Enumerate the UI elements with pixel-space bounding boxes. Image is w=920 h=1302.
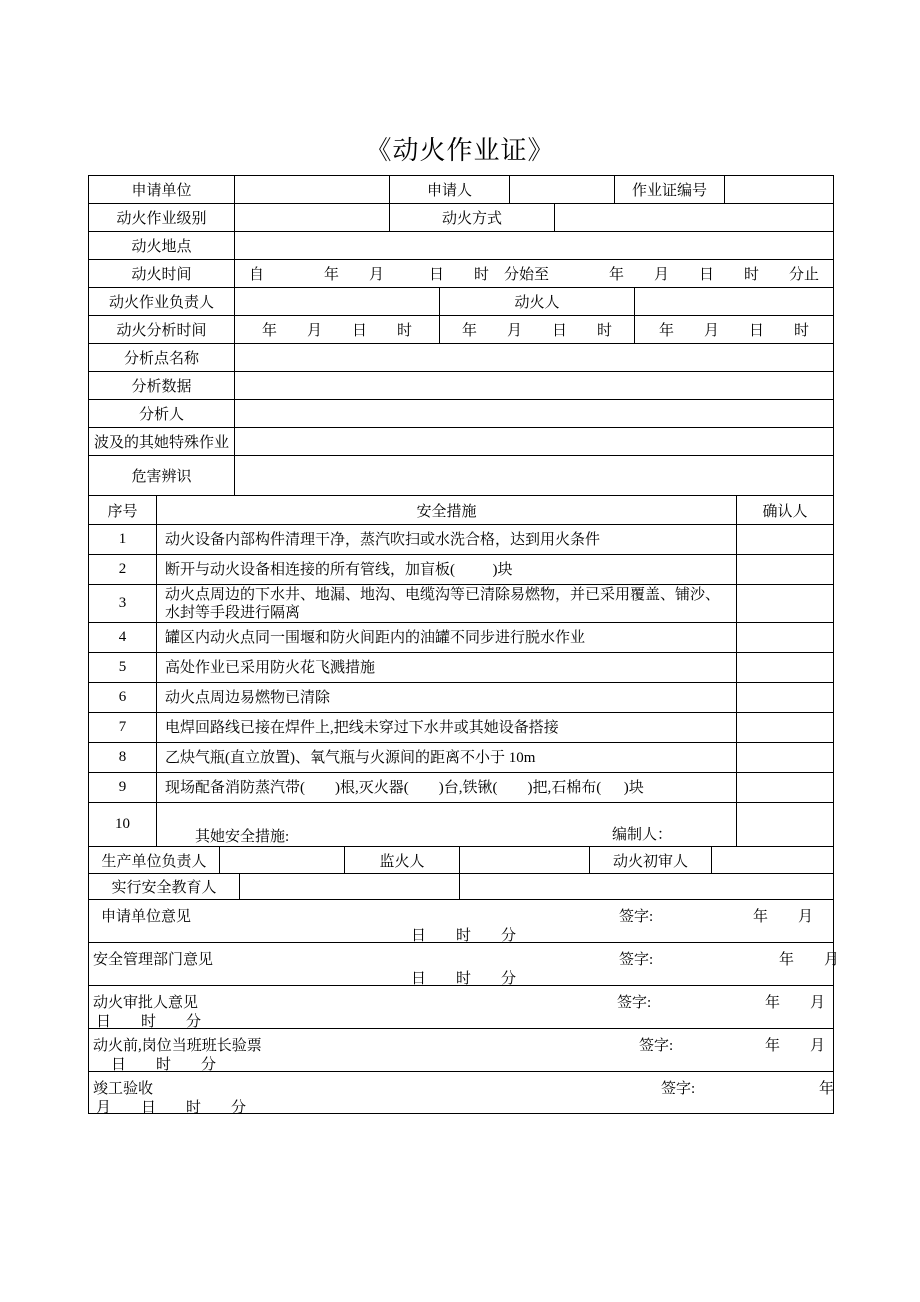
row-apply-unit: [89, 176, 833, 203]
sign-label: 签字:: [639, 1038, 674, 1054]
measure-no: 4: [118, 629, 127, 645]
opinion-label: 安全管理部门意见: [93, 952, 214, 968]
measure-confirm-cell: [736, 585, 833, 622]
measure-row-10: [89, 802, 833, 846]
apply-unit-value-cell: [234, 176, 389, 203]
measure-text: 断开与动火设备相连接的所有管线，加盲板( )块: [156, 555, 736, 584]
time-label: 动火时间: [131, 267, 192, 283]
leader-label: 动火作业负责人: [108, 295, 214, 311]
work-level-label: 动火作业级别: [116, 211, 207, 227]
measure-row-5: [89, 652, 833, 682]
measure-confirm-cell: [736, 773, 833, 802]
measure-text: 乙炔气瓶(直立放置)、氧气瓶与火源间的距离不小于 10m: [156, 743, 736, 772]
row-analyst: [89, 399, 833, 427]
measure-no: 3: [118, 595, 127, 611]
worker-label: 动火人: [439, 288, 634, 315]
opinion-row-shift-leader: [89, 1028, 833, 1071]
date-slots-line1: 年 月: [765, 995, 826, 1011]
page-title: 《动火作业证》: [365, 136, 555, 165]
row-analysis-point: [89, 343, 833, 371]
hazard-value-cell: [234, 456, 833, 495]
other-measures-label: 其她安全措施:: [195, 829, 290, 845]
measure-no: 7: [118, 719, 127, 735]
permit-no-value-cell: [724, 176, 833, 203]
measure-no: 9: [118, 779, 127, 795]
worker-value-cell: [634, 288, 833, 315]
measure-confirm-cell: [736, 525, 833, 554]
opinion-row-completion: [89, 1071, 835, 1116]
measure-text: 罐区内动火点同一围堰和防火间距内的油罐不同步进行脱水作业: [156, 623, 736, 652]
education-label: 实行安全教育人: [111, 880, 217, 896]
date-slots-line1: 年: [819, 1081, 835, 1097]
measure-text: 动火点周边易燃物已清除: [156, 683, 736, 712]
measure-confirm-cell: [736, 653, 833, 682]
permit-no-label: 作业证编号: [614, 176, 724, 203]
date-slots-line2: 日 时 分: [96, 1014, 202, 1030]
education-value-cell-1: [239, 874, 459, 899]
measures-measure-header: 安全措施: [156, 496, 736, 524]
row-work-level: [89, 203, 833, 231]
row-related-work: [89, 427, 833, 455]
method-label: 动火方式: [389, 204, 554, 231]
measure-row-6: [89, 682, 833, 712]
sign-label: 签字:: [619, 909, 654, 925]
measure-confirm-cell: [736, 683, 833, 712]
applicant-label: 申请人: [389, 176, 509, 203]
analysis-time-slot-3: 年 月 日 时: [634, 316, 833, 343]
opinion-label: 竣工验收: [93, 1081, 154, 1097]
education-value-cell-2: [459, 874, 833, 899]
date-slots-line2: 日 时 分: [411, 928, 517, 944]
analysis-data-label: 分析数据: [131, 379, 192, 395]
measure-text: [156, 803, 736, 846]
measure-confirm-cell: [736, 713, 833, 742]
analysis-time-slot-2: 年 月 日 时: [439, 316, 634, 343]
measure-row-2: [89, 554, 833, 584]
leader-value-cell: [234, 288, 439, 315]
sign-label: 签字:: [661, 1081, 696, 1097]
watcher-label: 监火人: [344, 847, 459, 873]
measure-confirm-cell: [736, 743, 833, 772]
date-slots-line1: 年 月: [779, 952, 840, 968]
measures-header-row: [89, 495, 833, 524]
apply-unit-label: 申请单位: [131, 183, 192, 199]
measure-no: 10: [115, 816, 130, 832]
opinion-label: 动火前,岗位当班班长验票: [93, 1038, 262, 1054]
measure-no: 6: [118, 689, 127, 705]
editor-label: 编制人：: [612, 827, 673, 843]
date-slots-line2: 日 时 分: [111, 1057, 217, 1073]
analyst-value-cell: [234, 400, 833, 427]
row-location: [89, 231, 833, 259]
opinion-row-approver: [89, 985, 833, 1028]
analysis-data-value-cell: [234, 372, 833, 399]
row-analysis-time: [89, 315, 833, 343]
time-template-cell: 自 年 月 日 时 分始至 年 月 日 时 分止: [234, 260, 833, 287]
location-label: 动火地点: [131, 239, 192, 255]
work-level-value-cell: [234, 204, 389, 231]
measure-confirm-cell: [736, 803, 833, 846]
row-analysis-data: [89, 371, 833, 399]
opinion-row-safety-dept: [89, 942, 840, 987]
producer-label: 生产单位负责人: [101, 853, 207, 870]
measure-row-4: [89, 622, 833, 652]
date-slots-line2: 月 日 时 分: [96, 1100, 247, 1116]
hazard-label: 危害辨识: [131, 469, 192, 485]
row-time: [89, 259, 833, 287]
measure-no: 8: [118, 749, 127, 765]
related-work-value-cell: [234, 428, 833, 455]
analysis-point-value-cell: [234, 344, 833, 371]
measure-row-8: [89, 742, 833, 772]
measure-text: 动火点周边的下水井、地漏、地沟、电缆沟等已清除易燃物，并已采用覆盖、铺沙、水封等手段进行隔离: [156, 585, 736, 622]
sign-label: 签字:: [619, 952, 654, 968]
opinion-label: 动火审批人意见: [93, 995, 199, 1011]
measures-confirm-header: 确认人: [736, 496, 833, 524]
watcher-value-cell: [459, 847, 589, 873]
opinion-label: 申请单位意见: [101, 909, 192, 925]
measure-text: 动火设备内部构件清理干净，蒸汽吹扫或水洗合格，达到用火条件: [156, 525, 736, 554]
measure-row-9: [89, 772, 833, 802]
hot-work-permit-form: [88, 175, 840, 1116]
measure-confirm-cell: [736, 623, 833, 652]
date-slots-line2: 日 时 分: [411, 971, 517, 987]
applicant-value-cell: [509, 176, 614, 203]
location-value-cell: [234, 232, 833, 259]
measure-text: 高处作业已采用防火花飞溅措施: [156, 653, 736, 682]
analysis-time-slot-1: 年 月 日 时: [234, 316, 439, 343]
analysis-time-label: 动火分析时间: [116, 323, 207, 339]
measure-row-1: [89, 524, 833, 554]
measure-row-7: [89, 712, 833, 742]
measure-text: 现场配备消防蒸汽带( )根,灭火器( )台,铁锹( )把,石棉布( )块: [156, 773, 736, 802]
measure-no: 2: [118, 561, 127, 577]
analyst-label: 分析人: [138, 407, 184, 423]
row-leader: [89, 287, 833, 315]
related-work-label: 波及的其她特殊作业: [93, 435, 229, 451]
measure-confirm-cell: [736, 555, 833, 584]
measure-no: 1: [118, 531, 127, 547]
date-slots-line1: 年 月: [765, 1038, 826, 1054]
row-education: [89, 873, 833, 899]
measures-no-header: 序号: [107, 503, 138, 520]
sign-label: 签字:: [617, 995, 652, 1011]
date-slots-line1: 年 月: [753, 909, 814, 925]
row-hazard: [89, 455, 833, 495]
producer-value-cell: [219, 847, 344, 873]
first-review-label: 动火初审人: [589, 847, 711, 873]
measure-row-3: [89, 584, 833, 622]
measure-text: 电焊回路线已接在焊件上,把线未穿过下水井或其她设备搭接: [156, 713, 736, 742]
first-review-value-cell: [711, 847, 833, 873]
analysis-point-label: 分析点名称: [123, 351, 199, 367]
measure-no: 5: [118, 659, 127, 675]
opinion-row-apply-unit: [89, 899, 833, 942]
row-signers: [89, 846, 833, 873]
method-value-cell: [554, 204, 833, 231]
